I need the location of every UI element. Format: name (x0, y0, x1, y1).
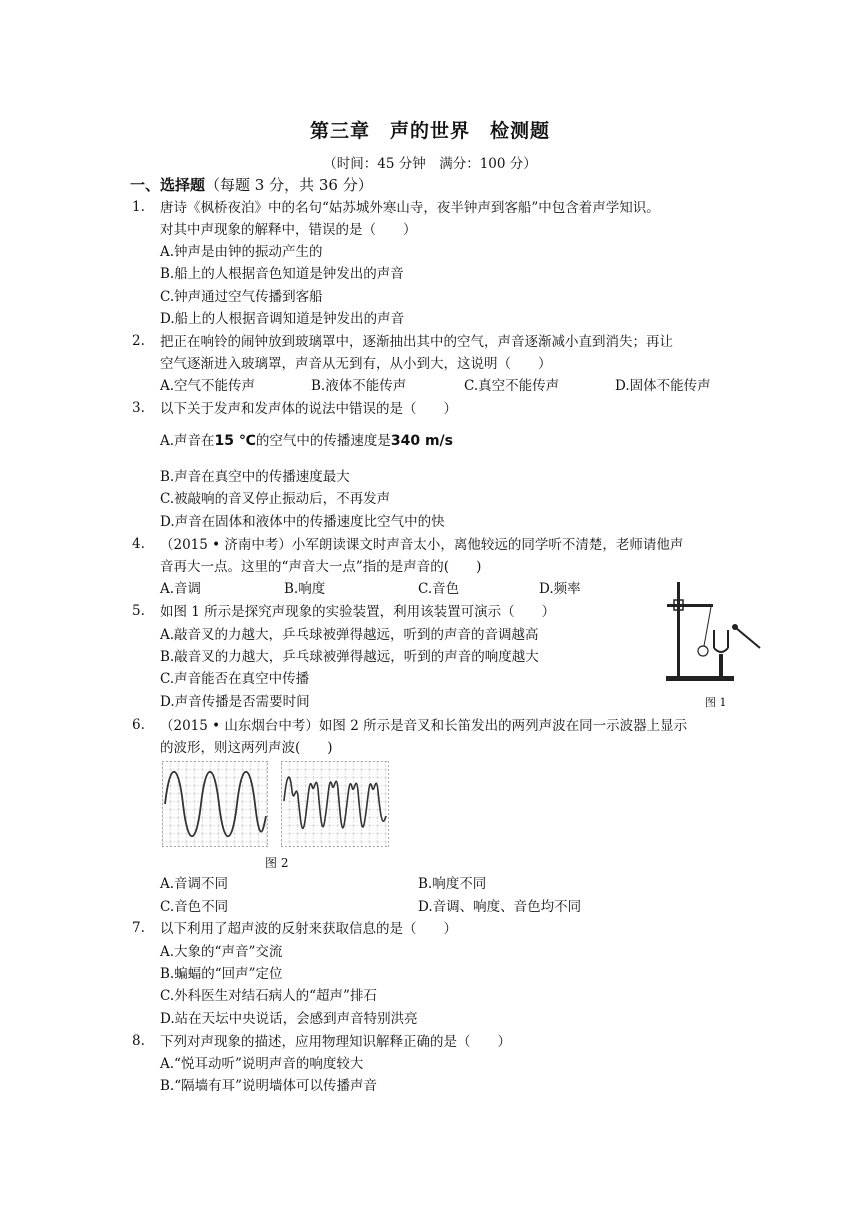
question-stem: 以下关于发声和发声体的说法中错误的是（ ） (160, 401, 457, 417)
question-stem: （2015 • 山东烟台中考）如图 2 所示是音叉和长笛发出的两列声波在同一示波器上显示 (160, 718, 688, 734)
option: B.响度 (284, 581, 326, 597)
option: B.船上的人根据音色知道是钟发出的声音 (160, 266, 404, 282)
option: C.音色不同 (160, 899, 229, 915)
option: C.真空不能传声 (464, 378, 560, 394)
option: D.船上的人根据音调知道是钟发出的声音 (160, 311, 405, 327)
question-stem: 把正在响铃的闹钟放到玻璃罩中，逐渐抽出其中的空气，声音逐渐减小直到消失；再让 (160, 334, 673, 350)
figure-1-apparatus (660, 578, 770, 688)
option: A.音调不同 (160, 876, 229, 892)
option: D.声音传播是否需要时间 (160, 694, 310, 710)
figure-2-waveform-tuning-fork (162, 761, 268, 847)
question-stem: 音再大一点。这里的“声音大一点”指的是声音的( ) (160, 559, 482, 575)
option: B.液体不能传声 (311, 378, 407, 394)
option: A.敲音叉的力越大，乒乓球被弹得越远，听到的声音的音调越高 (160, 627, 539, 643)
question-stem: （2015 • 济南中考）小军朗读课文时声音太小，离他较远的同学听不清楚，老师请他声 (160, 537, 684, 553)
option: B.蝙蝠的“回声”定位 (160, 966, 283, 982)
option: A.钟声是由钟的振动产生的 (160, 244, 323, 260)
option: C.音色 (418, 581, 460, 597)
option: A.大象的“声音”交流 (160, 944, 283, 960)
option: D.站在天坛中央说话，会感到声音特别洪亮 (160, 1011, 418, 1027)
option-text: A.声音在 (160, 433, 215, 449)
section-label: 一、选择题 (130, 176, 206, 194)
option (160, 432, 453, 450)
question-stem: 下列对声现象的描述，应用物理知识解释正确的是（ ） (160, 1034, 511, 1050)
option: A.音调 (160, 581, 202, 597)
option: C.钟声通过空气传播到客船 (160, 289, 323, 305)
question-number: 5. (132, 603, 145, 619)
question-stem: 空气逐渐进入玻璃罩，声音从无到有，从小到大，这说明（ ） (160, 356, 552, 372)
option-text: 的空气中的传播速度是 (255, 433, 391, 449)
option: D.音调、响度、音色均不同 (418, 899, 582, 915)
option: D.频率 (539, 581, 581, 597)
option: B.敲音叉的力越大，乒乓球被弹得越远，听到的声音的响度越大 (160, 649, 539, 665)
figure-1-caption: 图 1 (705, 696, 727, 709)
speed-value: 340 m/s (390, 433, 453, 449)
option: A.“悦耳动听”说明声音的响度较大 (160, 1056, 364, 1072)
option: D.固体不能传声 (615, 378, 711, 394)
question-stem: 的波形，则这两列声波( ) (160, 740, 333, 756)
option: B.“隔墙有耳”说明墙体可以传播声音 (160, 1078, 378, 1094)
question-number: 8. (132, 1033, 145, 1049)
option: A.空气不能传声 (160, 378, 256, 394)
question-stem: 对其中声现象的解释中，错误的是（ ） (160, 222, 417, 238)
figure-2-caption: 图 2 (265, 856, 289, 870)
question-number: 4. (132, 536, 145, 552)
question-stem: 以下利用了超声波的反射来获取信息的是（ ） (160, 921, 457, 937)
temperature-value: 15 ℃ (214, 433, 256, 449)
option: B.声音在真空中的传播速度最大 (160, 469, 350, 485)
page-title: 第三章 声的世界 检测题 (309, 120, 550, 142)
question-number: 7. (132, 920, 145, 936)
option: C.外科医生对结石病人的“超声”排石 (160, 988, 377, 1004)
option: C.声音能否在真空中传播 (160, 671, 310, 687)
question-number: 1. (132, 199, 145, 215)
figure-2-waveform-flute (281, 761, 389, 847)
question-number: 3. (132, 400, 145, 416)
question-stem: 唐诗《枫桥夜泊》中的名句“姑苏城外寒山寺，夜半钟声到客船”中包含着声学知识。 (160, 200, 660, 216)
section-heading (130, 174, 373, 195)
question-number: 6. (132, 717, 145, 733)
option: B.响度不同 (418, 876, 487, 892)
exam-info: （时间：45 分钟 满分：100 分） (323, 156, 537, 172)
option: D.声音在固体和液体中的传播速度比空气中的快 (160, 514, 445, 530)
question-number: 2. (132, 333, 145, 349)
option: C.被敲响的音叉停止振动后，不再发声 (160, 491, 391, 507)
question-stem: 如图 1 所示是探究声现象的实验装置，利用该装置可演示（ ） (160, 604, 556, 620)
section-note: （每题 3 分，共 36 分） (205, 176, 373, 194)
